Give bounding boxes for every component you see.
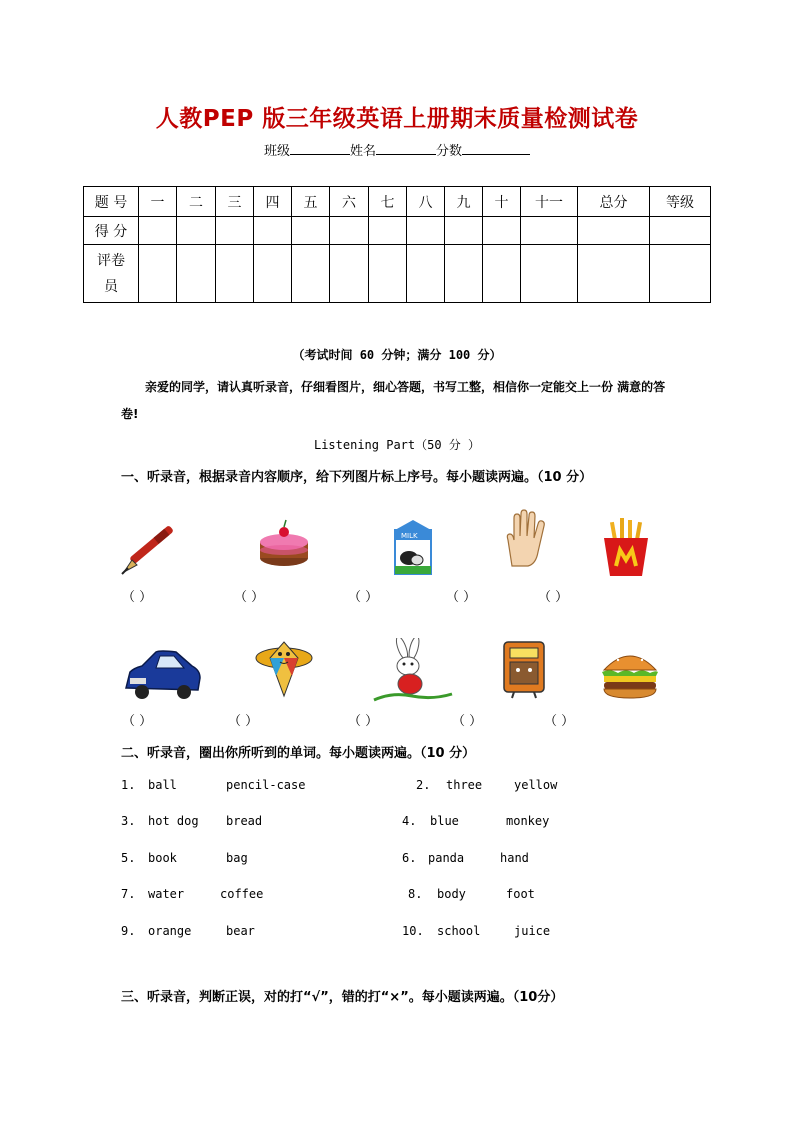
item-number: 4. — [402, 814, 417, 828]
score-cell[interactable] — [407, 217, 445, 245]
score-cell[interactable] — [521, 217, 578, 245]
score-table-header-cell: 一 — [139, 187, 177, 217]
grader-cell[interactable] — [369, 245, 407, 303]
milk-icon — [381, 514, 445, 578]
score-table-header-cell: 三 — [216, 187, 254, 217]
score-table-header-cell: 六 — [330, 187, 369, 217]
word-option[interactable]: orange — [148, 924, 192, 938]
word-option[interactable]: book — [148, 851, 177, 865]
score-row-label: 得 分 — [84, 217, 139, 245]
student-info-line — [0, 140, 794, 159]
kite-icon — [252, 636, 316, 700]
score-cell[interactable] — [292, 217, 330, 245]
score-table — [83, 186, 711, 303]
score-table-header-cell: 二 — [177, 187, 216, 217]
word-option[interactable]: juice — [514, 924, 551, 938]
answer-paren[interactable]: （ ） — [348, 590, 379, 605]
item-number: 8. — [408, 887, 423, 901]
section2-title: 二、听录音，圈出你所听到的单词。每小题读两遍。（10 分） — [121, 746, 476, 761]
score-cell[interactable] — [216, 217, 254, 245]
score-table-header-cell: 九 — [445, 187, 483, 217]
score-table-header-cell: 题 号 — [84, 187, 139, 217]
score-table-header-cell: 八 — [407, 187, 445, 217]
score-cell[interactable] — [578, 217, 650, 245]
item-number: 10. — [402, 924, 424, 938]
score-cell[interactable] — [483, 217, 521, 245]
grader-cell[interactable] — [445, 245, 483, 303]
word-option[interactable]: panda — [428, 851, 465, 865]
score-cell[interactable] — [369, 217, 407, 245]
score-table-score-row — [84, 217, 711, 245]
item-number: 9. — [121, 924, 136, 938]
grader-cell[interactable] — [521, 245, 578, 303]
score-blank[interactable] — [462, 142, 530, 155]
grader-cell[interactable] — [650, 245, 711, 303]
word-option[interactable]: hand — [500, 851, 529, 865]
section1-title: 一、听录音，根据录音内容顺序，给下列图片标上序号。每小题读两遍。（10 分） — [121, 470, 593, 485]
pen-icon — [118, 514, 182, 578]
word-option[interactable]: bag — [226, 851, 248, 865]
grader-cell[interactable] — [407, 245, 445, 303]
word-option[interactable]: bear — [226, 924, 255, 938]
grader-cell[interactable] — [254, 245, 292, 303]
item-number: 3. — [121, 814, 136, 828]
hamburger-icon — [598, 640, 662, 704]
word-option[interactable]: blue — [430, 814, 459, 828]
answer-paren[interactable]: （ ） — [544, 714, 575, 729]
score-cell[interactable] — [445, 217, 483, 245]
grader-cell[interactable] — [139, 245, 177, 303]
grader-cell[interactable] — [292, 245, 330, 303]
pencil-box-icon — [492, 636, 556, 700]
exam-time-note: （考试时间 60 分钟；满分 100 分） — [292, 348, 502, 362]
score-cell[interactable] — [254, 217, 292, 245]
score-cell[interactable] — [177, 217, 216, 245]
listening-part-title: Listening Part（50 分 ） — [313, 438, 481, 452]
grader-cell[interactable] — [216, 245, 254, 303]
grader-row-label: 评卷员 — [84, 245, 139, 303]
answer-paren[interactable]: （ ） — [122, 714, 153, 729]
word-option[interactable]: body — [437, 887, 466, 901]
score-table-header-cell: 十一 — [521, 187, 578, 217]
name-label: 姓名 — [349, 144, 376, 159]
answer-paren[interactable]: （ ） — [348, 714, 379, 729]
word-option[interactable]: ball — [148, 778, 177, 792]
score-cell[interactable] — [330, 217, 369, 245]
word-option[interactable]: yellow — [514, 778, 558, 792]
score-table-header-row — [84, 187, 711, 217]
class-blank[interactable] — [290, 142, 350, 155]
car-icon — [120, 638, 204, 702]
score-label: 分数 — [436, 144, 463, 159]
item-number: 6. — [402, 851, 417, 865]
answer-paren[interactable]: （ ） — [234, 590, 265, 605]
answer-paren[interactable]: （ ） — [538, 590, 569, 605]
score-table-header-cell: 总分 — [578, 187, 650, 217]
score-cell[interactable] — [650, 217, 711, 245]
fries-icon — [594, 514, 658, 578]
score-table-grader-row — [84, 245, 711, 303]
score-table-header-cell: 十 — [483, 187, 521, 217]
grader-cell[interactable] — [177, 245, 216, 303]
word-option[interactable]: foot — [506, 887, 535, 901]
word-option[interactable]: bread — [226, 814, 263, 828]
item-number: 5. — [121, 851, 136, 865]
word-option[interactable]: hot dog — [148, 814, 199, 828]
score-table-header-cell: 等级 — [650, 187, 711, 217]
word-option[interactable]: monkey — [506, 814, 550, 828]
word-option[interactable]: water — [148, 887, 185, 901]
grader-cell[interactable] — [483, 245, 521, 303]
cake-icon — [252, 514, 316, 578]
name-blank[interactable] — [376, 142, 436, 155]
score-table-header-cell: 七 — [369, 187, 407, 217]
word-option[interactable]: three — [446, 778, 483, 792]
item-number: 7. — [121, 887, 136, 901]
grader-cell[interactable] — [578, 245, 650, 303]
word-option[interactable]: pencil-case — [226, 778, 306, 792]
section3-title: 三、听录音，判断正误，对的打“√”，错的打“×”。每小题读两遍。（10分） — [121, 990, 564, 1005]
answer-paren[interactable]: （ ） — [228, 714, 259, 729]
hand-icon — [492, 506, 556, 570]
answer-paren[interactable]: （ ） — [446, 590, 477, 605]
class-label: 班级 — [263, 144, 290, 159]
score-table-header-cell: 四 — [254, 187, 292, 217]
answer-paren[interactable]: （ ） — [122, 590, 153, 605]
grader-cell[interactable] — [330, 245, 369, 303]
greeting-text: 亲爱的同学，请认真听录音，仔细看图片，细心答题，书写工整，相信你一定能交上一份 满意的答卷! — [121, 380, 666, 421]
word-option[interactable]: school — [437, 924, 481, 938]
item-number: 2. — [416, 778, 431, 792]
svg-text:MILK: MILK — [401, 532, 418, 540]
page-title: 人教PEP 版三年级英语上册期末质量检测试卷 — [155, 106, 639, 132]
item-number: 1. — [121, 778, 136, 792]
answer-paren[interactable]: （ ） — [452, 714, 483, 729]
rabbit-icon — [372, 638, 454, 702]
score-table-header-cell: 五 — [292, 187, 330, 217]
word-option[interactable]: coffee — [220, 887, 264, 901]
score-cell[interactable] — [139, 217, 177, 245]
